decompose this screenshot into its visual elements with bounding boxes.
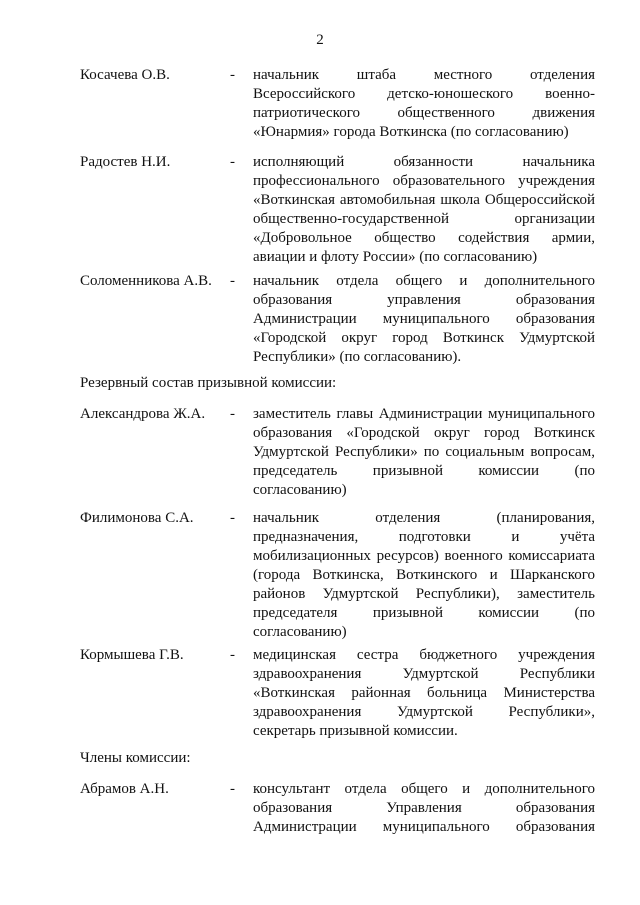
description-line: исполняющий обязанности начальника [253,154,595,170]
member-name: Филимонова С.А. [80,510,194,526]
description-line: районов Удмуртской Республики), заместитель [253,586,595,602]
description-line: начальник штаба местного отделения [253,67,595,83]
description-line: Республики» (по согласованию). [253,349,462,365]
dash-separator: - [230,67,235,83]
description-line: здравоохранения Удмуртской Республики», [253,704,595,720]
member-name: Абрамов А.Н. [80,781,169,797]
description-line: общественно-государственной организации [253,211,595,227]
description-line: Удмуртской Республики» по социальным вопросам, [253,444,595,460]
member-description [253,646,595,741]
description-line: председатель призывной комиссии (по [253,463,595,479]
member-name: Косачева О.В. [80,67,170,83]
dash-separator: - [230,273,235,289]
description-line: «Воткинская районная больница Министерства [253,685,595,701]
member-description [253,780,595,837]
description-line: начальник отделения (планирования, [253,510,595,526]
dash-separator: - [230,781,235,797]
description-line: Администрации муниципального образования [253,819,595,835]
section-heading-members: Члены комиссии: [80,750,191,766]
member-name: Кормышева Г.В. [80,647,184,663]
description-line: Всероссийского детско-юношеского военно- [253,86,595,102]
member-description [253,509,595,642]
description-line: согласованию) [253,624,347,640]
description-line: начальник отдела общего и дополнительного [253,273,595,289]
dash-separator: - [230,154,235,170]
description-line: Администрации муниципального образования [253,311,595,327]
description-line: профессионального образовательного учреждения [253,173,595,189]
description-line: мобилизационных ресурсов) военного комиссариата [253,548,595,564]
dash-separator: - [230,647,235,663]
description-line: «Городской округ город Воткинск Удмуртской [253,330,595,346]
page-number: 2 [316,32,324,48]
description-line: консультант отдела общего и дополнительного [253,781,595,797]
description-line: образования «Городской округ город Воткинск [253,425,595,441]
description-line: «Юнармия» города Воткинска (по согласованию) [253,124,569,140]
description-line: согласованию) [253,482,347,498]
member-description [253,405,595,500]
description-line: авиации и флоту России» (по согласованию) [253,249,538,265]
description-line: патриотического общественного движения [253,105,595,121]
dash-separator: - [230,406,235,422]
section-heading-reserve: Резервный состав призывной комиссии: [80,375,337,391]
description-line: здравоохранения Удмуртской Республики [253,666,595,682]
member-description [253,272,595,367]
description-line: образования Управления образования [253,800,595,816]
member-name: Александрова Ж.А. [80,406,206,422]
description-line: секретарь призывной комиссии. [253,723,458,739]
description-line: (города Воткинска, Воткинского и Шарканского [253,567,595,583]
member-name: Соломенникова А.В. [80,273,212,289]
member-description [253,153,595,267]
description-line: заместитель главы Администрации муниципального [253,406,595,422]
description-line: председателя призывной комиссии (по [253,605,595,621]
dash-separator: - [230,510,235,526]
description-line: «Добровольное общество содействия армии, [253,230,595,246]
description-line: «Воткинская автомобильная школа Общероссийской [253,192,595,208]
member-description [253,66,595,142]
description-line: медицинская сестра бюджетного учреждения [253,647,595,663]
member-name: Радостев Н.И. [80,154,171,170]
description-line: образования управления образования [253,292,595,308]
description-line: предназначения, подготовки и учёта [253,529,595,545]
